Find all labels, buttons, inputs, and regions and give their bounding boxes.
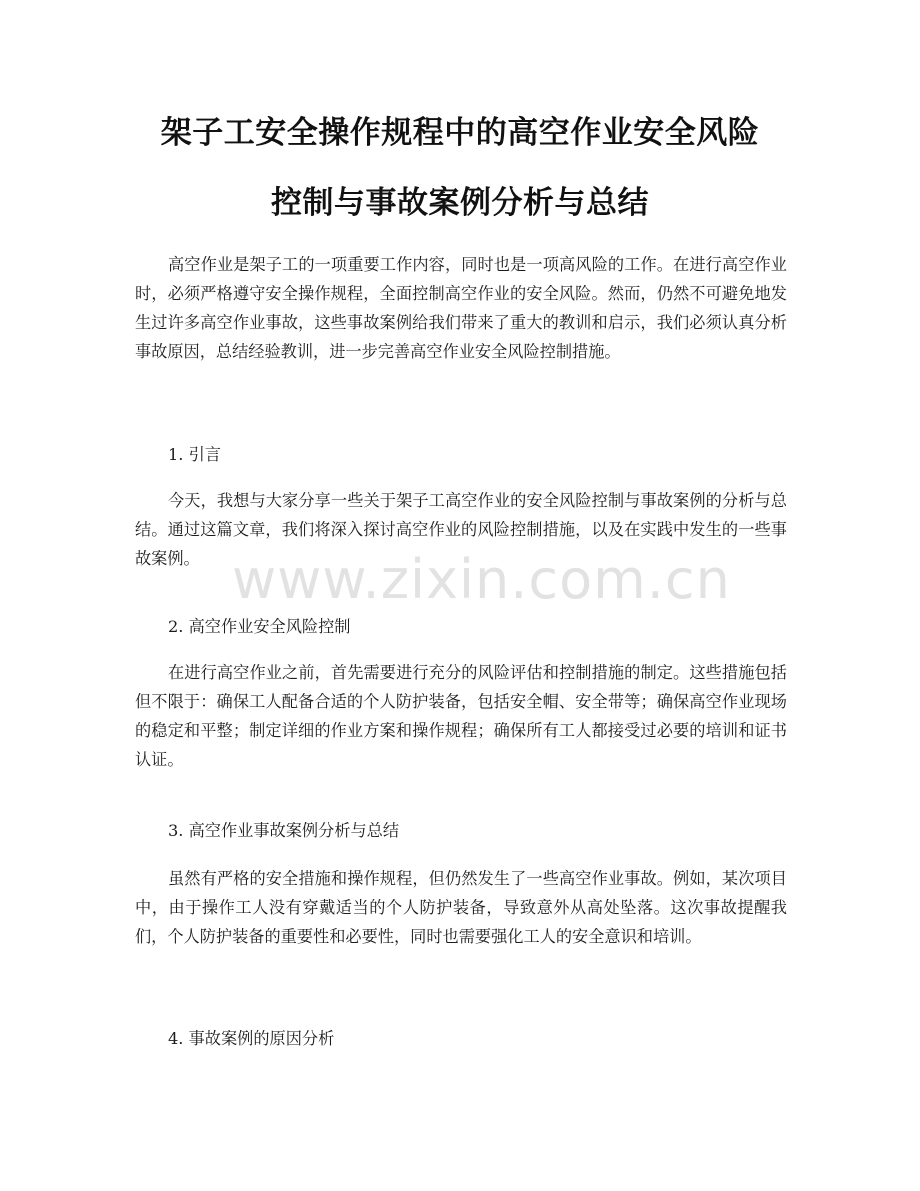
section-1-paragraph: 今天，我想与大家分享一些关于架子工高空作业的安全风险控制与事故案例的分析与总结。通过这篇文章，我们将深入探讨高空作业的风险控制措施，以及在实践中发生的一些事故案例。 <box>135 491 787 568</box>
section-2-heading: 2. 高空作业安全风险控制 <box>168 617 351 636</box>
watermark: www.zixin.com.cn <box>232 548 731 611</box>
intro-paragraph: 高空作业是架子工的一项重要工作内容，同时也是一项高风险的工作。在进行高空作业时，必须严格遵守安全操作规程，全面控制高空作业的安全风险。然而，仍然不可避免地发生过许多高空作业事故，这些事故案例给我们带来了重大的教训和启示，我们必须认真分析事故原因，总结经验教训，进一步完善高空作业安全风险控制措施。 <box>135 255 787 361</box>
title-line-2: 控制与事故案例分析与总结 <box>271 185 649 221</box>
section-2-paragraph: 在进行高空作业之前，首先需要进行充分的风险评估和控制措施的制定。这些措施包括但不限于：确保工人配备合适的个人防护装备，包括安全帽、安全带等；确保高空作业现场的稳定和平整；制定详细的作业方案和操作规程；确保所有工人都接受过必要的培训和证书认证。 <box>135 663 787 769</box>
title-line-1: 架子工安全操作规程中的高空作业安全风险 <box>160 115 760 151</box>
section-4-heading: 4. 事故案例的原因分析 <box>168 1029 335 1048</box>
section-3-paragraph: 虽然有严格的安全措施和操作规程，但仍然发生了一些高空作业事故。例如，某次项目中，由于操作工人没有穿戴适当的个人防护装备，导致意外从高处坠落。这次事故提醒我们，个人防护装备的重要性和必要性，同时也需要强化工人的安全意识和培训。 <box>135 869 787 946</box>
section-1-heading: 1. 引言 <box>168 445 221 464</box>
section-3-heading: 3. 高空作业事故案例分析与总结 <box>168 821 400 840</box>
document-title <box>100 98 820 238</box>
